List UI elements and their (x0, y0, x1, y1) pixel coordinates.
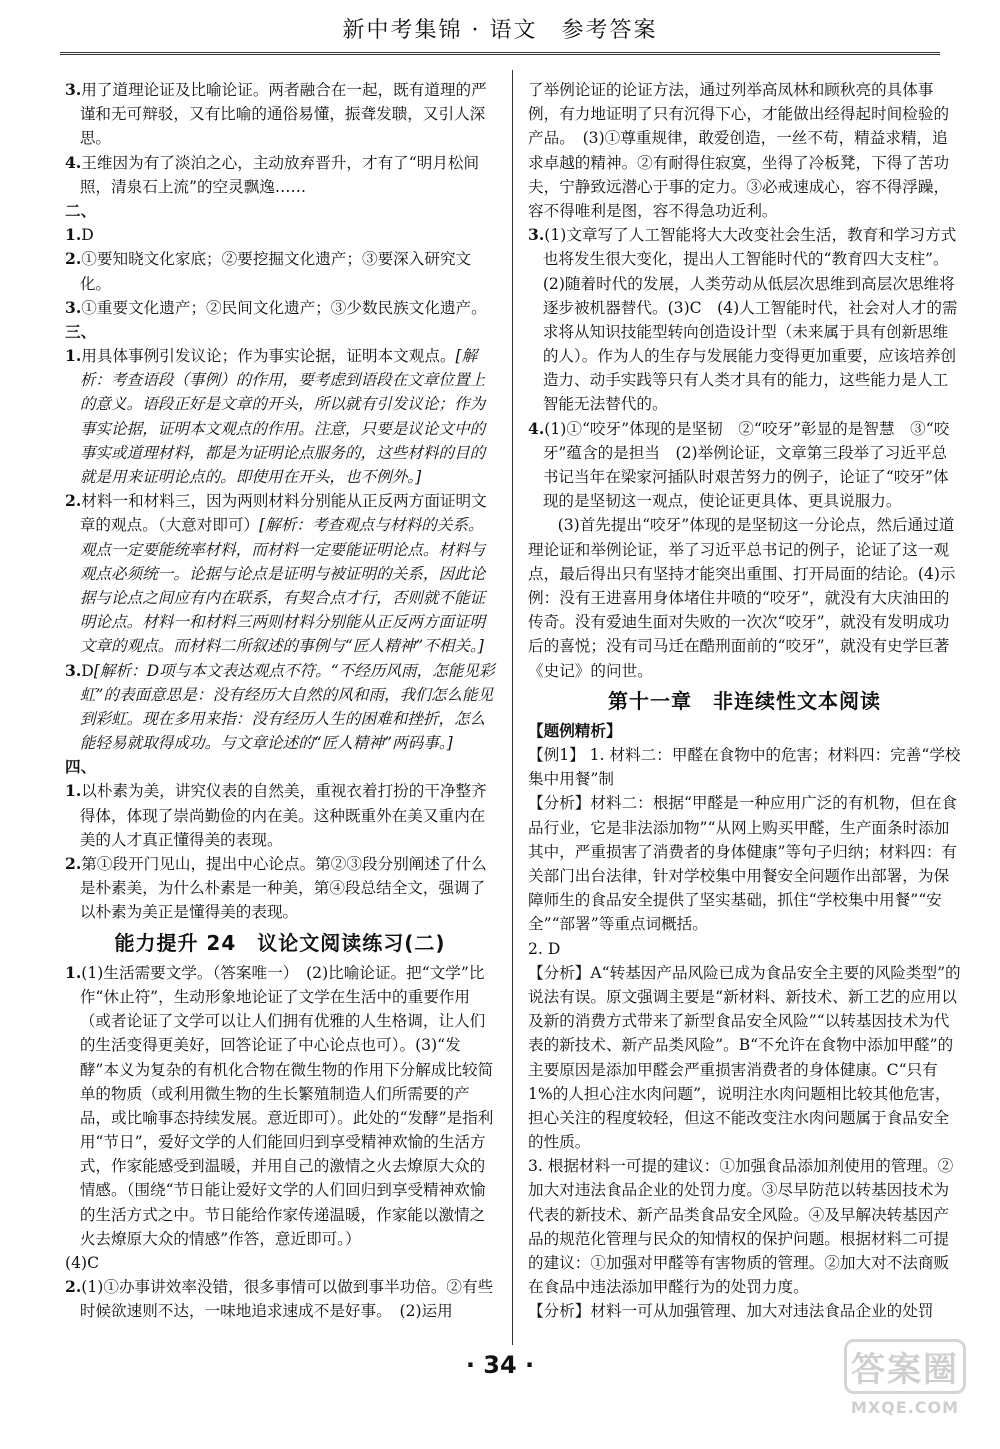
item-text: 王维因为有了淡泊之心，主动放弃晋升，才有了“明月松间照，清泉石上流”的空灵飘逸…… (79, 153, 480, 196)
page-header (60, 14, 940, 55)
answer-line: 【例1】 1. 材料二：甲醛在食物中的危害；材料四：完善“学校集中用餐”制 (528, 746, 961, 789)
chapter-title: 第十一章 非连续性文本阅读 (608, 688, 881, 713)
item-number: 1. (65, 962, 82, 982)
answer-item (65, 223, 495, 247)
item-text: (1)①“咬牙”体现的是坚韧 ②“咬牙”彰显的是智慧 ③“咬牙”蕴含的是担当 (2)举例论证，文章第三段举了习近平总书记当年在梁家河插队时艰苦努力的例子，论证了“咬牙”体现的是坚韧这一观点，使论证更具体、更具说服力。 (542, 419, 950, 511)
left-column (65, 78, 495, 1324)
watermark-logo (830, 1339, 980, 1429)
answer-item (65, 1275, 495, 1323)
page-number: · 34 · (465, 1351, 535, 1379)
item-number: 1. (65, 781, 82, 801)
item-number: 4. (528, 418, 545, 438)
item-number: 1. (65, 346, 82, 366)
answer-item (65, 78, 495, 151)
item-text: 以朴素为美，讲究仪表的自然美，重视衣着打扮的干净整齐得体，体现了崇尚勤俭的内在美。这种既重外在美又重内在美的人才真正懂得美的表现。 (79, 782, 487, 849)
analysis-note: [解析：D项与本文表达观点不符。“不经历风雨，怎能见彩虹”的表面意思是：没有经历大自然的风和雨，我们怎么能见到彩虹。现在多用来指：没有经历人生的困难和挫折，怎么能轻易就取得成功。与文章论述的“匠人精神”两码事。] (79, 661, 495, 753)
answer-line: 2. D (528, 939, 561, 958)
item-text: 第①段开门见山，提出中心论点。第②③段分别阐述了什么是朴素美，为什么朴素是一种美，第④段总结全文，强调了以朴素为美正是懂得美的表现。 (79, 855, 487, 922)
section-heading: 四、 (65, 757, 97, 777)
right-column (528, 78, 961, 1324)
answer-paragraph: (3)首先提出“咬牙”体现的是坚韧这一分论点，然后通过道理论证和举例论证，举了习近平总书记的例子，论证了这一观点，最后得出只有坚持才能突出重围、打开局面的结论。(4)示例：没有王进喜用身体堵住井喷的“咬牙”，就没有大庆油田的传奇。没有爱迪生面对失败的一次次“咬牙”，就没有发明成功后的喜悦；没有司马迁在酷刑面前的“咬牙”，就没有史学巨著《史记》的问世。 (528, 516, 956, 680)
section-label: 【题例精析】 (528, 720, 622, 740)
answer-item (65, 852, 495, 925)
item-text: D (81, 661, 94, 680)
answer-line: 【分析】材料一可从加强管理、加大对违法食品企业的处罚 (528, 1302, 934, 1321)
item-text: (1)文章写了人工智能将大大改变社会生活，教育和学习方式也将发生很大变化，提出人工智能时代的“教育四大支柱”。(2)随着时代的发展，人类劳动从低层次思维到高层次思维将逐步被机器替代。(3)C (4)人工智能时代，社会对人才的需求将从知识技能型转向创造设计型（未来属于具有创新思维的人）。作为人的生存与发展能力变得更加重要，应该培养创造力、动手实践等只有人类才具有的能力，这些能力是人工智能无法替代的。 (542, 226, 958, 414)
item-number: 3. (65, 660, 82, 680)
answer-item (65, 659, 495, 756)
item-number: 2. (65, 854, 82, 873)
item-text: 用具体事例引发议论；作为事实论据，证明本文观点。 (81, 347, 456, 366)
chapter-title: 能力提升 24 议论文阅读练习(二) (114, 930, 446, 955)
answer-item (65, 344, 495, 489)
watermark-brand: 答案圈 (844, 1339, 966, 1394)
answer-paragraph: 了举例论证的论证方法，通过列举高凤林和顾秋亮的具体事例，有力地证明了只有沉得下心，才能做出经得起时间检验的产品。 (3)①尊重规律，敢爱创造，一丝不苟，精益求精，追求卓越的精神。②有耐得住寂寞，坐得了冷板凳，下得了苦功夫，宁静致远潜心于事的定力。③必戒速成心，容不得浮躁，容不得唯利是图，容不得急功近利。 (528, 81, 950, 220)
answer-item (65, 296, 495, 320)
column-divider (512, 70, 513, 1345)
item-text: 材料一和材料三，因为两则材料分别能从正反两方面证明文章的观点。（大意对即可） (79, 492, 487, 535)
item-text: 用了道理论证及比喻论证。两者融合在一起，既有道理的严谨和无可辩驳，又有比喻的通俗易懂，振聋发聩，又引人深思。 (79, 81, 487, 148)
answer-item (65, 961, 495, 1251)
answer-item (65, 247, 495, 295)
answer-item (65, 151, 495, 199)
item-number: 3. (528, 225, 545, 245)
item-number: 2. (65, 249, 82, 269)
answer-item (528, 223, 961, 417)
answer-line: 【分析】材料二：根据“甲醛是一种应用广泛的有机物，但在食品行业，它是非法添加物”“从网上购买甲醛，生产面条时添加其中，严重损害了消费者的身体健康”等句子归纳；材料四：有关部门出台法律，针对学校集中用餐安全问题作出部署，为保障师生的食品安全提供了坚实基础，抓住“学校集中用餐”“安全”“部署”等重点词概括。 (528, 794, 958, 934)
item-text: (1)①办事讲效率没错，很多事情可以做到事半功倍。②有些时候欲速则不达，一味地追求速成不是好事。 (2)运用 (79, 1278, 494, 1321)
section-heading: 二、 (65, 200, 97, 220)
item-number: 3. (65, 80, 82, 99)
item-text: D (81, 226, 94, 245)
header-title: 新中考集锦 · 语文 参考答案 (342, 18, 658, 43)
item-text: (1)生活需要文学。（答案唯一） (2)比喻论证。把“文学”比作“休止符”，生动形象地论证了文学在生活中的重要作用（或者论证了文学可以让人们拥有优雅的人生格调，让人们的生活变得更美好，回答论证了中心论点也可）。(3)“发酵”本义为复杂的有机化合物在微生物的作用下分解成比较简单的物质（或利用微生物的生长繁殖制造人们所需要的产品，或比喻事态持续发展。意近即可）。此处的“发酵”是指利用“节日”，爱好文学的人们能回归到享受精神欢愉的生活方式，作家能感受到温暖，并用自己的激情之火去燎原大众的情感。（围绕“节日能让爱好文学的人们回归到享受精神欢愉的生活方式之中。节日能给作家传递温暖，作家能以激情之火去燎原大众的情感”作答，意近即可。） (79, 963, 494, 1248)
answer-item (65, 779, 495, 852)
answer-line: 3. 根据材料一可提的建议：①加强食品添加剂使用的管理。②加大对违法食品企业的处罚力度。③尽早防范以转基因技术为代表的新技术、新产品类食品安全风险。④及早解决转基因产品的规范化管理与民众的知情权的保护问题。根据材料二可提的建议：①加强对甲醛等有害物质的管理。②加大对不法商贩在食品中违法添加甲醛行为的处罚力度。 (528, 1157, 954, 1297)
analysis-note: [解析：考查观点与材料的关系。观点一定要能统率材料，而材料一定要能证明论点。材料与观点必须统一。论据与论点是证明与被证明的关系，因此论据与论点之间应有内在联系，有契合点才行，否则就不能证明论点。材料一和材料三两则材料分别能从正反两方面证明文章的观点。而材料二所叙述的事例与“匠人精神”不相关。] (79, 516, 486, 656)
section-heading: 三、 (65, 321, 97, 341)
answer-line: 【分析】A“转基因产品风险已成为食品安全主要的风险类型”的说法有误。原文强调主要是“新材料、新技术、新工艺的应用以及新的消费方式带来了新型食品安全风险”“以转基因技术为代表的新技术、新产品类风险”。B“不允许在食物中添加甲醛”的主要原因是添加甲醛会严重损害消费者的身体健康。C“只有1%的人担心注水肉问题”，说明注水肉问题相比较其他危害，担心关注的程度较轻，但这不能改变注水肉问题属于食品安全的性质。 (528, 963, 961, 1152)
answer-line: (4)C (65, 1254, 100, 1272)
item-number: 1. (65, 225, 82, 245)
item-number: 4. (65, 152, 82, 172)
item-text: ①重要文化遗产；②民间文化遗产；③少数民族文化遗产。 (81, 298, 487, 317)
answer-item (65, 489, 495, 658)
item-number: 2. (65, 1277, 82, 1297)
item-text: ①要知晓文化家底；②要挖掘文化遗产；③要深入研究文化。 (79, 250, 472, 293)
item-number: 3. (65, 297, 82, 317)
analysis-note: [解析：考查语段（事例）的作用，要考虑到语段在文章位置上的意义。语段正好是文章的开头，所以就有引发议论；作为事实论据，证明本文观点的作用。注意，只要是议论文中的事实或道理材料，都是为证明论点服务的，这些材料的目的就是用来证明论点的。即使用在开头，也不例外。] (79, 347, 486, 486)
item-number: 2. (65, 491, 82, 511)
watermark-url: MXQE.COM (850, 1398, 960, 1417)
answer-item (528, 417, 961, 514)
